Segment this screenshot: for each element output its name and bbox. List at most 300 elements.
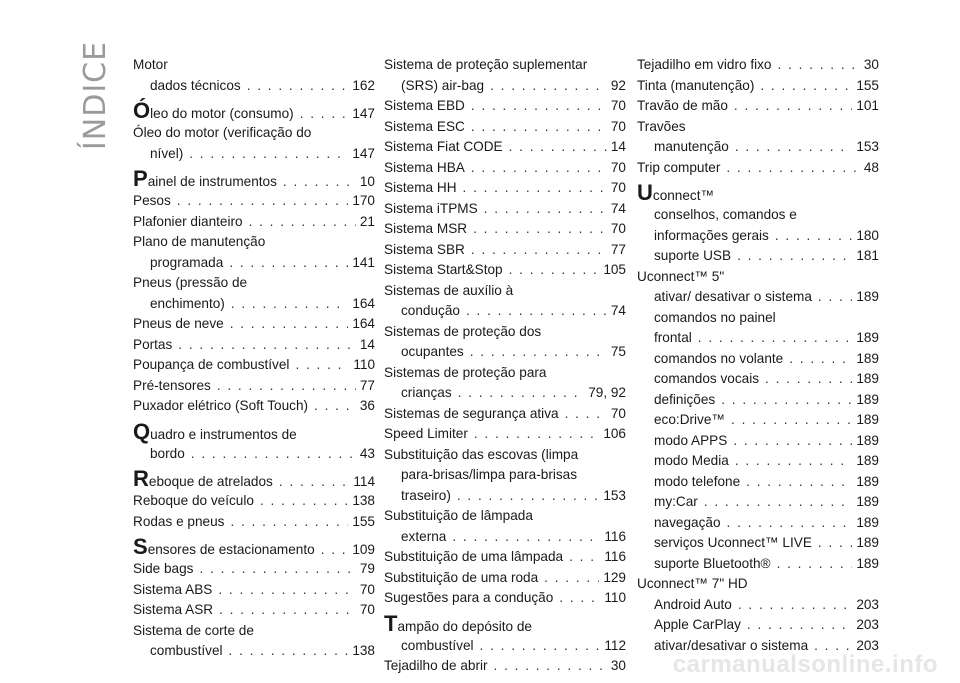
entry-label [133, 355, 289, 376]
leader-dots [314, 396, 356, 417]
index-column-1 [133, 55, 375, 662]
index-entry [384, 588, 626, 609]
entry-text: ampão do depósito de [397, 618, 532, 634]
page-number: 155 [856, 77, 879, 93]
index-entry [384, 301, 626, 322]
entry-label [133, 420, 297, 447]
entry-text: Pesos [133, 193, 171, 208]
entry-label [133, 191, 171, 212]
index-entry [637, 137, 879, 158]
entry-label [654, 533, 812, 554]
index-entry [384, 486, 626, 507]
page-number: 70 [610, 405, 626, 421]
page-number: 155 [352, 513, 375, 529]
entry-label [384, 547, 563, 568]
page-number: 105 [603, 262, 626, 277]
index-entry [384, 178, 626, 199]
page-number: 75 [610, 344, 626, 359]
entry-label [133, 167, 277, 194]
entry-label [384, 96, 465, 117]
entry-text: Sistema de proteção suplementar [384, 57, 588, 72]
index-entry [637, 369, 879, 390]
page-number: 138 [352, 493, 375, 508]
entry-text: Travões [637, 118, 686, 134]
entry-text: externa [401, 528, 447, 544]
index-entry [133, 335, 375, 356]
entry-text: Poupança de combustível [133, 357, 290, 372]
entry-label [133, 99, 294, 126]
page-number: 114 [353, 474, 375, 489]
entry-text: comandos no painel [654, 309, 776, 325]
entry-label [384, 199, 478, 220]
page-number: 70 [610, 98, 626, 113]
entry-label [384, 588, 553, 609]
entry-label [150, 144, 183, 165]
index-entry [637, 226, 879, 247]
entry-label [133, 621, 254, 642]
entry-text: Plano de manutenção [133, 234, 266, 249]
entry-label [654, 226, 769, 247]
entry-text: Sistemas de segurança ativa [384, 405, 559, 421]
page-number: 170 [352, 193, 375, 208]
section-initial: S [133, 534, 147, 559]
entry-label [654, 431, 727, 452]
index-entry [384, 240, 626, 261]
page-number: 14 [359, 336, 375, 352]
leader-dots [569, 547, 600, 568]
leader-dots [735, 137, 852, 158]
entry-label [401, 486, 451, 507]
page-number: 189 [856, 453, 879, 468]
index-entry [133, 355, 375, 376]
entry-text: eco:Drive™ [654, 412, 726, 427]
leader-dots [738, 595, 852, 616]
entry-text: my:Car [654, 494, 698, 509]
page-number: 180 [856, 227, 879, 243]
entry-label [401, 301, 460, 322]
entry-label [637, 96, 728, 117]
entry-text: Rodas e pneus [133, 513, 225, 529]
entry-label [637, 181, 714, 208]
page-number: 77 [359, 377, 375, 393]
leader-dots [544, 568, 599, 589]
index-entry [384, 636, 626, 657]
leader-dots [219, 600, 356, 621]
index-entry [133, 621, 375, 642]
index-entry [384, 219, 626, 240]
page-number: 189 [856, 432, 879, 448]
entry-text: ocupantes [401, 344, 464, 359]
entry-text: Tejadilho em vidro fixo [637, 57, 772, 72]
entry-text: Tejadilho de abrir [384, 658, 488, 673]
entry-text: Sistemas de proteção dos [384, 323, 542, 339]
index-entry [384, 383, 626, 404]
entry-label [654, 349, 783, 370]
entry-label [384, 137, 503, 158]
page-number: 106 [603, 426, 626, 441]
index-entry [133, 273, 375, 294]
index-entry [133, 167, 375, 191]
index-entry [384, 260, 626, 281]
page-number: 30 [863, 57, 879, 72]
index-entry [384, 568, 626, 589]
entry-text: traseiro) [401, 487, 451, 503]
page-number: 74 [610, 200, 626, 216]
leader-dots [777, 554, 853, 575]
page-number: 153 [603, 487, 626, 503]
entry-text: Puxador elétrico (Soft Touch) [133, 398, 309, 413]
page-number: 70 [610, 221, 626, 236]
index-entry [384, 137, 626, 158]
index-entry [133, 444, 375, 465]
leader-dots [230, 314, 349, 335]
leader-dots [177, 191, 349, 212]
entry-label [654, 595, 732, 616]
index-entry [384, 322, 626, 343]
leader-dots [737, 246, 852, 267]
entry-text: Motor [133, 57, 168, 72]
leader-dots [559, 588, 600, 609]
entry-text: comandos vocais [654, 371, 760, 386]
leader-dots [789, 349, 852, 370]
index-entry [384, 527, 626, 548]
page-number: 164 [352, 295, 375, 311]
leader-dots [217, 376, 356, 397]
entry-label [654, 513, 721, 534]
index-entry [637, 117, 879, 138]
entry-label [133, 314, 224, 335]
index-entry [133, 535, 375, 559]
page-number: 189 [856, 412, 879, 427]
index-entry [637, 472, 879, 493]
leader-dots [731, 410, 852, 431]
entry-text: serviços Uconnect™ LIVE [654, 535, 812, 550]
entry-label [654, 205, 797, 226]
entry-label [133, 396, 308, 417]
entry-label [133, 232, 265, 253]
leader-dots [704, 492, 853, 513]
entry-label [654, 328, 692, 349]
section-initial: Ó [133, 98, 150, 123]
index-entry [384, 76, 626, 97]
leader-dots [775, 226, 852, 247]
leader-dots [189, 144, 348, 165]
leader-dots [747, 615, 852, 636]
entry-text: suporte USB [654, 248, 732, 263]
index-entry [384, 199, 626, 220]
entry-label [384, 612, 532, 639]
index-entry [637, 595, 879, 616]
entry-label [150, 76, 241, 97]
leader-dots [470, 342, 607, 363]
section-initial: T [384, 610, 397, 636]
entry-label [654, 369, 759, 390]
page-number: 70 [610, 180, 626, 195]
page-number: 203 [856, 617, 879, 632]
leader-dots [726, 158, 860, 179]
entry-label [654, 492, 698, 513]
entry-text: Trip computer [637, 159, 721, 175]
entry-text: Substituição de uma lâmpada [384, 549, 564, 564]
entry-label [654, 615, 741, 636]
leader-dots [698, 328, 853, 349]
entry-label [654, 308, 776, 329]
leader-dots [565, 404, 607, 425]
section-initial: U [637, 180, 652, 205]
entry-text: Sistema MSR [384, 221, 468, 236]
index-entry [637, 205, 879, 226]
index-entry [133, 99, 375, 123]
index-entry [384, 656, 626, 677]
page-number: 101 [856, 98, 879, 113]
index-entry [133, 55, 375, 76]
index-entry [637, 349, 879, 370]
entry-text: modo telefone [654, 473, 741, 489]
leader-dots [484, 199, 607, 220]
page-number: 110 [353, 357, 375, 372]
leader-dots [474, 424, 599, 445]
side-title-text: ÍNDICE [78, 40, 114, 150]
entry-text: Substituição das escovas (limpa [384, 446, 579, 462]
entry-text: enchimento) [150, 295, 225, 311]
entry-text: comandos no volante [654, 350, 784, 366]
page-number: 43 [359, 445, 375, 461]
entry-label [150, 641, 223, 662]
entry-label [384, 240, 465, 261]
page-number: 189 [856, 514, 879, 530]
page-number: 30 [610, 658, 626, 673]
index-entry [384, 55, 626, 76]
entry-text: Reboque do veículo [133, 493, 254, 508]
index-entry [637, 554, 879, 575]
index-entry [384, 158, 626, 179]
index-entry [133, 144, 375, 165]
index-entry [637, 96, 879, 117]
entry-label [133, 600, 213, 621]
index-entry [384, 506, 626, 527]
index-entry [133, 396, 375, 417]
entry-label [133, 535, 315, 562]
entry-text: Sistema SBR [384, 241, 465, 257]
page-number: 14 [610, 139, 626, 154]
entry-label [384, 178, 457, 199]
entry-label [384, 445, 578, 466]
entry-text: combustível [401, 637, 474, 653]
entry-text: Sistema EBD [384, 98, 465, 113]
index-entry [637, 181, 879, 205]
entry-text: combustível [150, 643, 223, 658]
entry-label [654, 472, 740, 493]
leader-dots [760, 76, 852, 97]
entry-text: eboque de atrelados [148, 474, 273, 489]
leader-dots [458, 383, 585, 404]
index-entry [384, 281, 626, 302]
entry-label [133, 512, 224, 533]
entry-label [654, 137, 729, 158]
index-entry [384, 612, 626, 636]
entry-label [384, 322, 541, 343]
entry-text: Speed Limiter [384, 426, 468, 441]
index-entry [384, 363, 626, 384]
entry-text: ensores de estacionamento [147, 542, 315, 557]
leader-dots [733, 431, 852, 452]
entry-label [133, 491, 254, 512]
page-number: 164 [352, 316, 375, 331]
page-number: 70 [359, 602, 375, 617]
leader-dots [231, 294, 349, 315]
page-number: 189 [856, 535, 879, 550]
entry-text: Tinta (manutenção) [637, 77, 755, 93]
entry-label [384, 158, 465, 179]
index-entry [133, 559, 375, 580]
index-entry [133, 376, 375, 397]
leader-dots [229, 253, 348, 274]
index-entry [384, 445, 626, 466]
entry-text: Óleo do motor (verificação do [133, 125, 312, 140]
entry-label [384, 117, 465, 138]
entry-text: Substituição de lâmpada [384, 508, 533, 523]
entry-label [637, 574, 748, 595]
entry-text: Sistema iTPMS [384, 200, 478, 216]
side-title [72, 40, 120, 150]
entry-text: conselhos, comandos e [654, 207, 797, 222]
entry-label [150, 444, 185, 465]
index-entry [133, 294, 375, 315]
entry-text: Android Auto [654, 596, 732, 612]
entry-label [384, 260, 503, 281]
entry-text: (SRS) air-bag [401, 77, 485, 93]
leader-dots [734, 96, 852, 117]
entry-text: ativar/desativar o sistema [654, 637, 809, 653]
entry-label [384, 55, 587, 76]
entry-label [384, 506, 533, 527]
entry-text: Sistema Fiat CODE [384, 139, 503, 154]
page-number: 181 [856, 248, 879, 263]
leader-dots [721, 390, 852, 411]
entry-text: Travão de mão [637, 98, 728, 113]
page-number: 70 [610, 159, 626, 175]
entry-label [133, 123, 311, 144]
page-number: 189 [856, 494, 879, 509]
entry-label [150, 253, 223, 274]
entry-label [384, 404, 559, 425]
page-number: 116 [604, 528, 626, 544]
index-entry [384, 96, 626, 117]
leader-dots [199, 559, 355, 580]
entry-text: Sistema ASR [133, 602, 214, 617]
entry-text: condução [401, 303, 460, 318]
page-number: 36 [359, 398, 375, 413]
entry-label [637, 158, 720, 179]
entry-text: navegação [654, 514, 721, 530]
leader-dots [765, 369, 852, 390]
section-initial: R [133, 466, 148, 491]
index-entry [133, 212, 375, 233]
page-number: 112 [604, 637, 626, 653]
page-number: 189 [856, 555, 879, 571]
entry-text: Sugestões para a condução [384, 590, 554, 605]
index-entry [637, 492, 879, 513]
index-entry [384, 404, 626, 425]
leader-dots [466, 301, 607, 322]
entry-label [384, 363, 546, 384]
leader-dots [509, 137, 607, 158]
index-entry [637, 267, 879, 288]
entry-label [654, 287, 812, 308]
page-number: 110 [604, 590, 626, 605]
page-number: 162 [352, 77, 375, 93]
leader-dots [471, 240, 607, 261]
page-number: 79 [359, 561, 375, 576]
leader-dots [249, 212, 356, 233]
index-entry [133, 76, 375, 97]
index-entry [384, 424, 626, 445]
page-number: 92 [610, 77, 626, 93]
index-entry [133, 467, 375, 491]
index-entry [637, 533, 879, 554]
entry-text: informações gerais [654, 227, 769, 243]
entry-text: Sistema de corte de [133, 622, 254, 638]
page-number: 147 [352, 106, 375, 121]
entry-label [384, 219, 467, 240]
entry-label [384, 424, 468, 445]
page-number: 70 [359, 581, 375, 597]
leader-dots [471, 117, 607, 138]
leader-dots [452, 527, 600, 548]
leader-dots [494, 656, 607, 677]
leader-dots [818, 533, 852, 554]
leader-dots [463, 178, 607, 199]
index-entry [637, 158, 879, 179]
page-number: 109 [352, 542, 375, 557]
entry-label [384, 281, 513, 302]
entry-label [654, 390, 715, 411]
page-number: 141 [352, 254, 375, 270]
page-number: 79, 92 [588, 385, 626, 400]
page-number: 189 [856, 371, 879, 386]
index-entry [637, 410, 879, 431]
section-initial: P [133, 166, 147, 191]
index-entry [133, 600, 375, 621]
leader-dots [218, 580, 356, 601]
index-entry [384, 465, 626, 486]
index-entry [133, 512, 375, 533]
index-entry [637, 246, 879, 267]
index-column-2 [384, 55, 626, 677]
watermark: carmanualsonline.info [672, 651, 938, 678]
index-entry [637, 76, 879, 97]
page-number: 189 [856, 473, 879, 489]
page-number: 189 [856, 391, 879, 407]
entry-text: modo Media [654, 453, 729, 468]
leader-dots [229, 641, 349, 662]
leader-dots [727, 513, 853, 534]
index-entry [637, 431, 879, 452]
entry-label [637, 117, 686, 138]
entry-text: modo APPS [654, 432, 728, 448]
entry-text: manutenção [654, 139, 729, 154]
entry-label [384, 656, 488, 677]
page-number: 129 [603, 569, 626, 585]
entry-text: para-brisas/limpa para-brisas [401, 467, 578, 482]
index-entry [637, 513, 879, 534]
entry-label [637, 55, 772, 76]
entry-label [150, 294, 225, 315]
entry-text: Uconnect™ 7" HD [637, 576, 748, 591]
leader-dots [471, 96, 607, 117]
page-number: 153 [856, 139, 879, 154]
entry-text: Sistema HBA [384, 159, 465, 175]
